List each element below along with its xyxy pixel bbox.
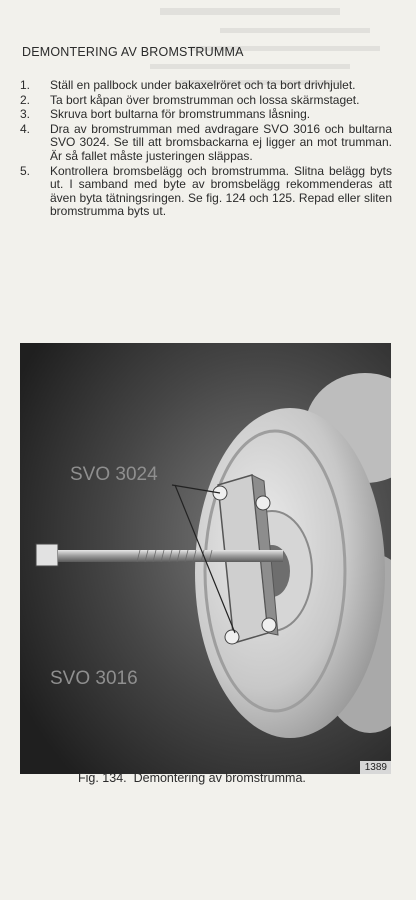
step-number: 1.: [20, 78, 31, 92]
list-item: [20, 123, 392, 164]
list-item: [20, 165, 392, 219]
step-number: 4.: [20, 121, 31, 136]
label-svo-3016: SVO 3016: [50, 668, 138, 689]
list-item: [20, 108, 392, 122]
step-number: 2.: [20, 92, 31, 107]
figure-photo: [20, 343, 391, 774]
brake-drum-puller-illustration: [20, 343, 391, 774]
step-number: 5.: [20, 163, 31, 178]
list-item: [20, 94, 392, 108]
step-text: Ta bort kåpan över bromstrumman och lossa skärmstaget.: [50, 92, 360, 107]
step-text: Dra av bromstrumman med avdragare SVO 3016 och bultarna SVO 3024. Se till att bromsbackarna ej ligger an mot trumman. Är så fallet måste justeringen släppas.: [50, 121, 392, 163]
step-text: Kontrollera bromsbelägg och bromstrumma. Slitna belägg byts ut. I samband med byte av bromsbelägg rekommenderas att även byta tätningsringen. Se fig. 124 och 125. Repad eller sliten bromstrumma byts ut.: [50, 163, 392, 219]
section-heading: DEMONTERING AV BROMSTRUMMA: [22, 45, 244, 59]
step-number: 3.: [20, 107, 31, 122]
figure-number: 1389: [360, 761, 391, 774]
list-item: [20, 79, 392, 93]
instruction-list: [20, 79, 392, 220]
step-text: Skruva bort bultarna för bromstrummans låsning.: [50, 107, 311, 122]
label-svo-3024: SVO 3024: [70, 464, 158, 485]
figure-caption: Fig. 134. Demontering av bromstrumma.: [78, 771, 306, 785]
step-text: Ställ en pallbock under bakaxelröret och ta bort drivhjulet.: [50, 78, 356, 92]
